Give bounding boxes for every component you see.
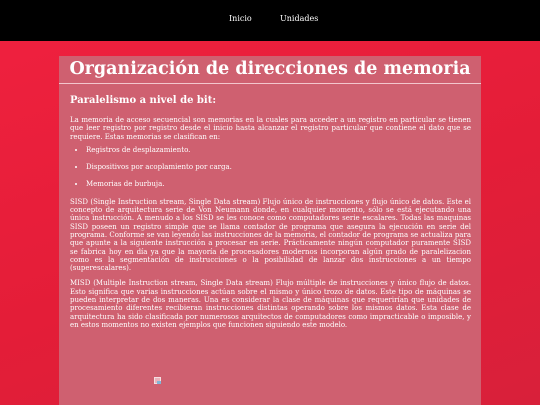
content-panel (59, 56, 481, 405)
intro-paragraph: La memoria de acceso secuencial son memorias en la cuales para acceder a un registro en particular se tienen que leer registro por registro desde el inicio hasta alcanzar el registro particular que contiene el dato que se requiere. Estas memorias se clasifican en: (70, 116, 471, 141)
broken-image-icon (154, 377, 162, 385)
nav-link-inicio[interactable]: Inicio (229, 14, 252, 23)
misd-paragraph: MISD (Multiple Instruction stream, Single Data stream) Flujo múltiple de instrucciones y único flujo de datos. Esto significa que varias instrucciones actúan sobre el mismo y único trozo de datos. Este tipo de máquinas se pueden interpretar de dos maneras. Una es considerar la clase de máquinas que requerirían que unidades de procesamiento diferentes recibieran instrucciones distintas operando sobre los mismos datos. Esta clase de arquitectura ha sido clasificada por numerosos arquitectos de computadores como impracticable o imposible, y en estos momentos no existen ejemplos que funcionen siguiendo este modelo. (70, 279, 471, 329)
nav-link-unidades[interactable]: Unidades (280, 14, 319, 23)
list-item: • Dispositivos por acoplamiento por carga. (86, 163, 471, 171)
top-navigation-bar (0, 0, 540, 41)
memory-types-list (70, 146, 471, 189)
article-body (70, 116, 471, 329)
title-divider (59, 83, 481, 84)
section-heading: Paralelismo a nivel de bit: (70, 95, 217, 106)
sisd-paragraph: SISD (Single Instruction stream, Single Data stream) Flujo único de instrucciones y flujo único de datos. Este el concepto de arquitectura serie de Von Neumann donde, en cualquier momento, sólo se está ejecutando una única instrucción. A menudo a los SISD se les conoce como computadores serie escalares. Todas las maquinas SISD poseen un registro simple que se llama contador de programa que asegura la ejecución en serie del programa. Conforme se van leyendo las instrucciones de la memoria, el contador de programa se actualiza para que apunte a la siguiente instrucción a procesar en serie. Prácticamente ningún computador puramente SISD se fabrica hoy en día ya que la mayoría de procesadores modernos incorporan algún grado de paralelizacion como es la segmentación de instrucciones o la posibilidad de lanzar dos instrucciones a un tiempo (superescalares). (70, 197, 471, 273)
page-title: Organización de direcciones de memoria (69, 59, 471, 79)
list-item: • Registros de desplazamiento. (86, 146, 471, 154)
list-item: • Memorias de burbuja. (86, 180, 471, 188)
